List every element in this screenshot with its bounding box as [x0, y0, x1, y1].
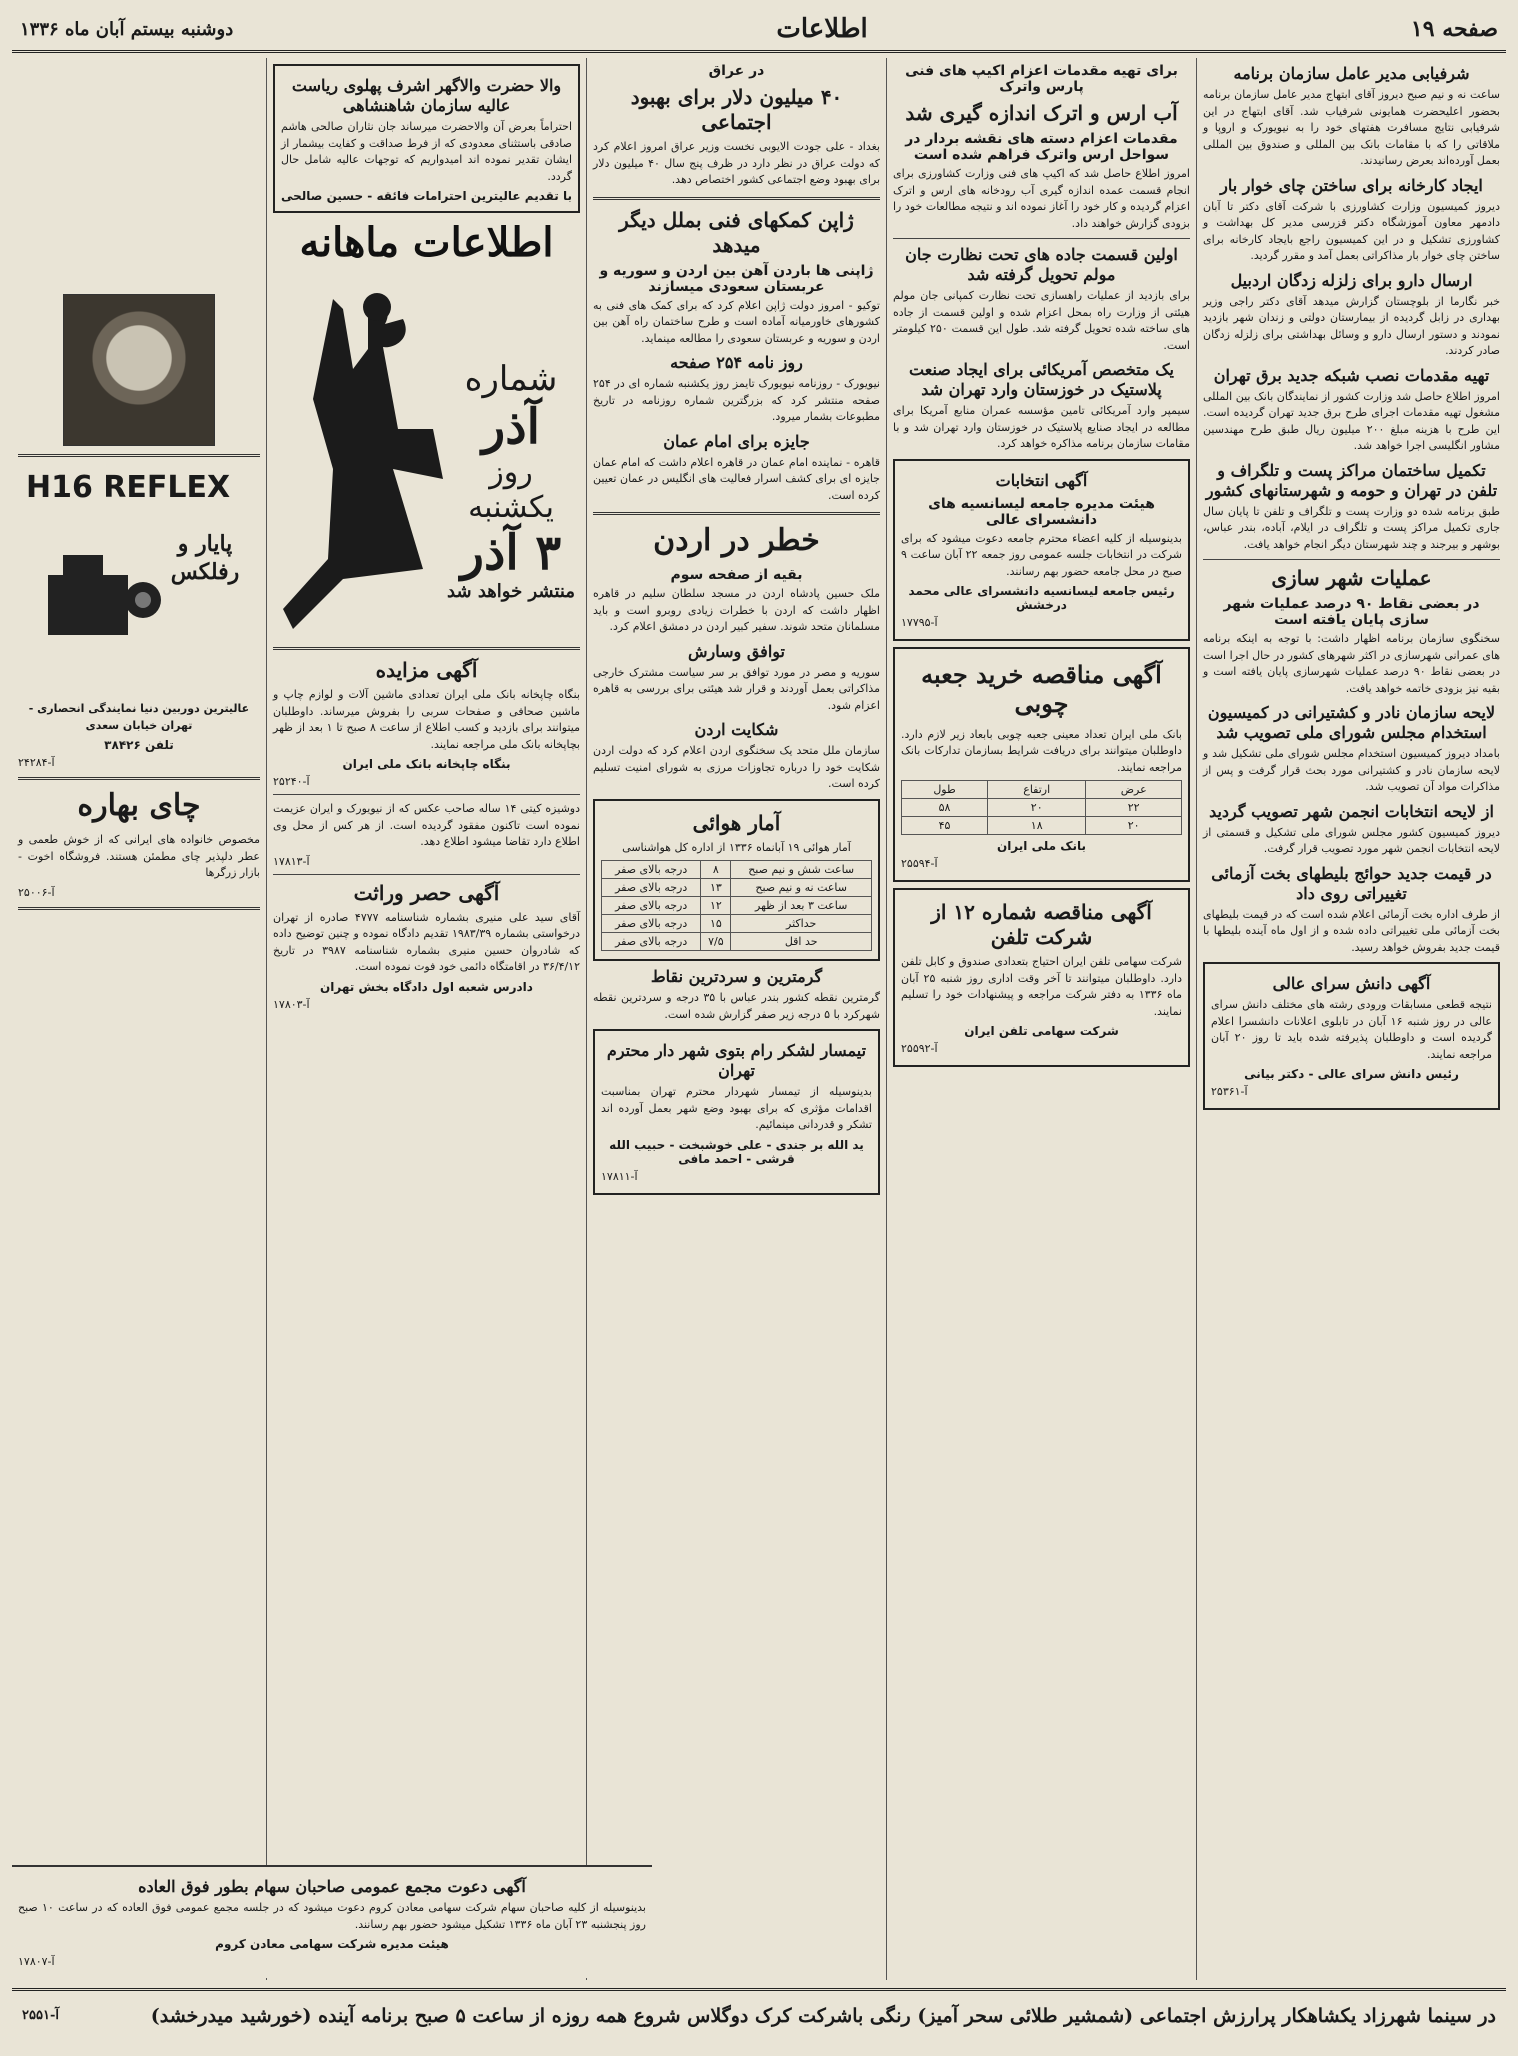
headline: لایحه سازمان نادر و کشتیرانی در کمیسیون استخدام مجلس شورای ملی تصویب شد	[1207, 703, 1496, 742]
table-cell: ۴۵	[902, 817, 988, 835]
table-cell: ۱۸	[988, 817, 1086, 835]
table-cell: درجه بالای صفر	[602, 897, 701, 915]
auction-body: بنگاه چاپخانه بانک ملی ایران تعدادی ماشین آلات و لوازم چاپ و ماشین صحافی و صفحات سربی را بفروش میرساند. داوطلبان میتوانند برای بازدید و کسب اطلاع از ساعت ۸ صبح تا ۱ بعد از ظهر بچاپخانه بانک ملی مراجعه نمایند.	[273, 688, 580, 751]
table-cell: ۱۳	[701, 879, 731, 897]
magazine-ad-text	[446, 359, 576, 602]
table-cell: ۲۰	[988, 799, 1086, 817]
column-1	[1196, 58, 1506, 1980]
table-cell: ساعت شش و نیم صبح	[731, 861, 872, 879]
auction-ref: آ-۲۵۲۴۰	[273, 775, 310, 788]
tender-box	[893, 888, 1190, 1067]
camera-ad	[18, 465, 260, 695]
article-body: سازمان ملل متحد یک سخنگوی اردن اعلام کرد که دولت اردن شکایت خود را درباره تجاوزات مرزی به شورای امنیت تسلیم کرده است.	[593, 744, 880, 790]
table-row	[902, 799, 1182, 817]
notice-title: آگهی دعوت مجمع عمومی صاحبان سهام بطور فوق العاده	[138, 1877, 526, 1896]
article-body: امروز اطلاع حاصل شد که اکیپ های فنی وزارت کشاورزی برای انجام قسمت عمده اندازه گیری آب رودخانه های ارس و اترک اعزام گردیده و کار خود را آغاز نموده اند و نتیجه مطالعات خود را بزودی گزارش خواهند داد.	[893, 167, 1190, 230]
inheritance-title: آگهی حصر وراثت	[353, 880, 500, 905]
table-cell: حد اقل	[731, 933, 872, 951]
tea-ad-ref: آ-۲۵۰۰۶	[18, 885, 55, 899]
tea-ad-title: چای بهاره	[77, 788, 201, 823]
page-number: صفحه ۱۹	[1410, 16, 1498, 42]
article-body: برای بازدید از عملیات راهسازی تحت نظارت کمپانی جان مولم هیئتی از وزارت راه بمحل اعزام شده و اولین قسمت از جاده های ساخته شده تحویل گرفته شد. طول این قسمت ۲۵۰ کیلومتر است.	[893, 289, 1190, 352]
table-row	[902, 817, 1182, 835]
silhouette-illustration	[273, 279, 463, 639]
headline: شرفیابی مدیر عامل سازمان برنامه	[1233, 64, 1470, 83]
notice-box	[273, 64, 580, 213]
notice-box	[593, 1029, 880, 1195]
table-cell: درجه بالای صفر	[602, 933, 701, 951]
notice-body: بدینوسیله از کلیه اعضاء محترم جامعه دعوت میشود که برای شرکت در انتخابات جلسه عمومی روز جمعه ۲۲ آبان ساعت ۹ صبح در محل جامعه حضور بهم رسانند.	[901, 531, 1182, 578]
table-cell: درجه بالای صفر	[602, 879, 701, 897]
camera-icon	[38, 545, 168, 655]
table-cell: حداکثر	[731, 915, 872, 933]
column-5	[12, 58, 266, 1980]
tender-body: شرکت سهامی تلفن ایران احتیاج بتعدادی صندوق و کابل تلفن دارد. داوطلبان میتوانند تا آخر وقت اداری روز شنبه ۲۵ آبان ماه ۱۳۳۶ به دفتر شرکت مراجعه و پیشنهادات خود را تسلیم نمایند.	[901, 955, 1182, 1018]
tea-ad-body: مخصوص خانواده های ایرانی که از خوش طعمی و عطر دلپذیر چای مطمئن هستند. فروشگاه اخوت - بازار زرگرها	[18, 833, 260, 879]
article-body: ملک حسین پادشاه اردن در مسجد سلطان سلیم در قاهره اظهار داشت که اردن با خطرات زیادی روبرو است و باید مسلمانان متحد شوند. سفیر کبیر اردن در دمشق اعلام کرد.	[593, 587, 880, 633]
notice-body: بدینوسیله از کلیه صاحبان سهام شرکت سهامی معادن کروم دعوت میشود که در جلسه مجمع عمومی فوق العاده که در ساعت ۱۰ صبح روز پنجشنبه ۲۳ آبان ماه ۱۳۳۶ تشکیل میشود حضور بهم رسانند.	[18, 1901, 646, 1931]
auction-signature: بنگاه چاپخانه بانک ملی ایران	[342, 757, 511, 771]
table-header: عرض	[1086, 781, 1182, 799]
table-cell: ۱۲	[701, 897, 731, 915]
tender-signature: شرکت سهامی تلفن ایران	[964, 1024, 1119, 1039]
subheadline: بقیه از صفحه سوم	[670, 567, 803, 583]
table-header: طول	[902, 781, 988, 799]
tender-title: آگهی مناقصه خرید جعبه چوبی	[921, 660, 1162, 718]
article-body: گرمترین نقطه کشور بندر عباس با ۳۵ درجه و سردترین نقطه شهرکرد با ۵ درجه زیر صفر گزارش شده است.	[593, 991, 880, 1021]
newspaper-page	[12, 8, 1506, 2040]
article-body: سخنگوی سازمان برنامه اظهار داشت: با توجه به اینکه برنامه های عمرانی شهرسازی در اکثر شهرهای کشور در حال اجرا است در بعضی نقاط ۹۰ درصد عملیات شهرسازی پایان یافته است و بقیه نیز بزودی خاتمه خواهد یافت.	[1203, 632, 1500, 695]
camera-brand: H16 REFLEX	[26, 470, 231, 505]
table-cell: ۱۵	[701, 915, 731, 933]
notice-title: والا حضرت والاگهر اشرف پهلوی ریاست عالیه سازمان شاهنشاهی	[291, 76, 562, 115]
column-4	[266, 58, 586, 1980]
subheadline: مقدمات اعزام دسته های نقشه بردار در سواحل ارس واترک فراهم شده است	[905, 131, 1178, 163]
tender-box	[893, 647, 1190, 882]
table-header-row	[902, 781, 1182, 799]
weather-table	[601, 860, 872, 951]
notice-subtitle: هیئت مدیره جامعه لیسانسیه های دانشسرای عالی	[928, 495, 1155, 528]
ad-line: شماره	[464, 359, 558, 399]
notice-body: نتیجه قطعی مسابقات ورودی رشته های مختلف دانش سرای عالی در روز شنبه ۱۶ آبان در تابلوی اعلانات دانشسرا اعلام گردیده است و داوطلبان پذیرفته شده باید تا روز ۲۰ آبان مراجعه نمایند.	[1211, 998, 1492, 1061]
article-body: امروز اطلاع حاصل شد وزارت کشور از نمایندگان بانک بین المللی مشغول تهیه مقدمات اجرای طرح برق جدید تهران گردیده است. این طرح با هزینه مبلغ ۲۰۰ میلیون ریال طبق طرح مهندسین مشاور انگلیسی اجرا خواهد شد.	[1202, 389, 1500, 452]
article-body: خبر نگارما از بلوچستان گزارش میدهد آقای دکتر راجی وزیر بهداری در زابل گردیده از بیمارستان دولتی و زندان شهر بازدید نمودند و دستور ارسال دارو و وسائل بهداشتی برای زلزله زدگان صادر کردند.	[1203, 294, 1500, 357]
tender-signature: بانک ملی ایران	[996, 839, 1087, 854]
notice-body: احتراماً بعرض آن والاحضرت میرساند جان نثاران صالحی هاشم صادقی باستثنای معدودی که از فرط صداقت و کفایت بیشمار از ایشان تقدیر نموده اند امیدواریم که توجهات عالیه شامل حال گردد.	[281, 120, 572, 183]
notice-signature: رئیس دانش سرای عالی - دکتر بیانی	[1244, 1067, 1459, 1081]
headline: از لایحه انتخابات انجمن شهر تصویب گردید	[1209, 801, 1494, 821]
table-cell: ۷/۵	[701, 933, 731, 951]
weather-box	[593, 799, 880, 962]
table-row	[602, 915, 872, 933]
headline-large: ۴۰ میلیون دلار برای بهبود اجتماعی	[630, 85, 843, 134]
ad-line: روز یکشنبه	[468, 455, 554, 525]
notice-box	[1203, 962, 1500, 1110]
headline: در قیمت جدید حوائج بلیطهای بخت آزمائی تغییراتی روی داد	[1211, 863, 1492, 903]
notice-title: تیمسار لشکر رام بتوی شهر دار محترم تهران	[606, 1041, 867, 1080]
table-header: ارتفاع	[988, 781, 1086, 799]
tender-ref: آ-۲۵۵۹۲	[901, 1042, 938, 1056]
headline-large: خطر در اردن	[653, 523, 820, 558]
notice-title: آگهی انتخابات	[995, 470, 1088, 490]
auction-title: آگهی مزایده	[375, 658, 478, 682]
cinema-banner	[12, 1988, 1506, 2040]
notice-ref: آ-۲۵۳۶۱	[1211, 1085, 1248, 1098]
headline: روز نامه ۲۵۴ صفحه	[670, 353, 803, 372]
article-body: قاهره - نماینده امام عمان در قاهره اعلام داشت که امام عمان جایزه ای برای کشف اسرار فعالیت های انگلیس در عمان تعیین کرده است.	[593, 455, 880, 502]
camera-tagline: پایار و رفلکس	[170, 531, 240, 585]
headline: شکایت اردن	[694, 720, 779, 739]
notice-body: بدینوسیله از تیمسار شهردار محترم تهران بمناسبت اقدامات مؤثری که برای بهبود وضع شهر بعمل آورده اند تشکر و قدردانی مینمائیم.	[601, 1085, 872, 1131]
table-cell: درجه بالای صفر	[602, 915, 701, 933]
magazine-ad-title: اطلاعات ماهانه	[299, 219, 554, 266]
tender-body: بانک ملی ایران تعداد معینی جعبه چوبی بابعاد زیر لازم دارد. داوطلبان میتوانند برای دریافت شرایط بسازمان تدارکات بانک مراجعه نمایند.	[901, 727, 1182, 774]
article-body: نیویورک - روزنامه نیویورک تایمز روز یکشنبه شماره ای در ۲۵۴ صفحه منتشر کرد که بزرگترین شماره روزنامه در تاریخ مطبوعات بشمار میرود.	[593, 377, 880, 423]
missing-person-caption: دوشیزه کیتی ۱۴ ساله صاحب عکس که از نیویورک و ایران عزیمت نموده است تاکنون مفقود گردیده است. از هر کس از محل وی اطلاع دارد تقاضا میشود اطلاع دهد.	[273, 802, 580, 848]
ad-line: آذر	[482, 399, 540, 455]
article-body: طبق برنامه شده دو وزارت پست و تلگراف و تلفن تا پایان سال جاری تکمیل مراکز پست و تلگراف در ایلام، آباده، بندر عباس، بوشهر و بیرجند و چند شهرستان دیگر انجام خواهد یافت.	[1203, 504, 1500, 551]
missing-person-ref: آ-۱۷۸۱۳	[273, 854, 310, 868]
headline: ایجاد کارخانه برای ساختن چای خوار بار	[1220, 175, 1483, 195]
table-cell: ساعت ۳ بعد از ظهر	[731, 897, 872, 915]
table-cell: ۲۲	[1086, 799, 1182, 817]
column-3	[586, 58, 886, 1980]
notice-signature: ید الله بر جندی - علی خوشبخت - حبیب الله قرشی - احمد مافی	[609, 1137, 864, 1166]
article-body: سوریه و مصر در مورد توافق بر سر سیاست مشترک خارجی مذاکراتی بعمل آوردند و قرار شد هیئتی برای بررسی به قاهره اعزام شود.	[593, 665, 880, 712]
article-body: توکیو - امروز دولت ژاپن اعلام کرد که برای کمک های فنی به کشورهای خاورمیانه آماده است و طرح ساختمان راه آهن بین اردن و سوریه و عربستان سعودی را مطالعه مینماید.	[593, 298, 880, 345]
cinema-banner-text: در سینما شهرزاد یکشاهکار پرارزش اجتماعی (شمشیر طلائی سحر آمیز) رنگی باشرکت کرک دوگلاس شروع همه روزه از ساعت ۵ صبح برنامه آینده (خورشید میدرخشد)	[150, 2004, 1496, 2027]
table-cell: ساعت نه و نیم صبح	[731, 879, 872, 897]
camera-ad-phone: تلفن ۳۸۴۲۶	[104, 738, 174, 752]
table-row	[602, 879, 872, 897]
headline: تهیه مقدمات نصب شبکه جدید برق تهران	[1213, 365, 1490, 385]
table-cell: ۵۸	[902, 799, 988, 817]
weather-intro: آمار هوائی ۱۹ آبانماه ۱۳۳۶ از اداره کل هواشناسی	[622, 840, 851, 854]
subheadline: ژاپنی ها باردن آهن بین اردن و سوریه و عربستان سعودی میسازند	[599, 262, 874, 295]
article-body: از طرف اداره بخت آزمائی اعلام شده است که در قیمت بلیطهای بخت آزمائی ملی تغییراتی داده شده و از اول ماه آینده بلیطها با قیمت جدید بفروش خواهد رسید.	[1203, 907, 1500, 954]
article-body: بامداد دیروز کمیسیون استخدام مجلس شورای ملی تشکیل شد و لایحه سازمان نادر و کشتیرانی مورد بحث قرار گرفت و پس از مذاکرات مواد آن تصویب شد.	[1203, 747, 1500, 793]
weather-title: آمار هوائی	[692, 810, 781, 835]
tender-ref: آ-۲۵۵۹۴	[901, 857, 938, 871]
headline-large: ژاپن کمکهای فنی بملل دیگر میدهد	[619, 207, 854, 257]
inheritance-body: آقای سید علی منیری بشماره شناسنامه ۴۷۷۷ صادره از تهران درخواستی بشماره ۱۹۸۳/۳۹ تقدیم دادگاه نموده و چنین توضیح داده که شادروان حسین منیری بشماره شناسنامه ۳۹۸۷ در تاریخ ۳۶/۴/۱۲ در اقامتگاه دائمی خود فوت نموده است.	[273, 910, 581, 973]
headline-large: عملیات شهر سازی	[1271, 566, 1432, 590]
article-body: بغداد - علی جودت الایوبی نخست وزیر عراق امروز اعلام کرد که دولت عراق در نظر دارد در ظرف پنج سال ۴۰ میلیون دلار برای بهبود وضع اجتماعی کشور اختصاص دهد.	[593, 140, 880, 186]
column-2	[886, 58, 1196, 1980]
shareholders-notice	[12, 1865, 652, 1978]
ad-line: ۳ آذر	[460, 525, 562, 581]
tender-title: آگهی مناقصه شماره ۱۲ از شرکت تلفن	[931, 900, 1152, 950]
issue-date: دوشنبه بیستم آبان ماه ۱۳۳۶	[20, 18, 234, 40]
table-cell: درجه بالای صفر	[602, 861, 701, 879]
magazine-ad	[273, 219, 580, 639]
table-cell: ۲۰	[1086, 817, 1182, 835]
headline: تکمیل ساختمان مراکز پست و تلگراف و تلفن در تهران و حومه و شهرستانهای کشور	[1205, 460, 1498, 500]
camera-ad-ref: آ-۲۴۲۸۴	[18, 756, 55, 769]
headline-large: آب ارس و اترک اندازه گیری شد	[905, 101, 1178, 125]
article-body: دیروز کمیسیون وزارت کشاورزی با شرکت آقای دکتر تا آبان دادمهر معاون آموزشگاه دکتر قزرسی مدیر کل بهداشت و کشاورزی تشکیل و در این کمیسیون راجع بایجاد کارخانه برای ساختن چای خوار بار مذاکراتی بعمل آمد و مقرر گردید.	[1203, 199, 1500, 262]
notice-ref: آ-۱۷۸۱۱	[601, 1169, 638, 1183]
headline: یک متخصص آمریکائی برای ایجاد صنعت پلاستیک در خوزستان وارد تهران شد	[909, 360, 1174, 399]
notice-title: آگهی دانش سرای عالی	[1272, 974, 1431, 993]
headline: گرمترین و سردترین نقاط	[650, 967, 823, 986]
inheritance-ref: آ-۱۷۸۰۳	[273, 997, 310, 1011]
missing-girl-photo	[63, 294, 215, 446]
article-body: ساعت نه و نیم صبح دیروز آقای ابتهاج مدیر عامل سازمان برنامه بحضور اعلیحضرت همایونی شرفیاب شد. آقای ابتهاج در این شرفیابی نتایج مسافرت هفتهای خود را به نیویورک و اروپا و ملاقاتی را که با مقامات بانک بین المللی و صندوق بین المللی بعمل آورده‌اند بعرض رسانیدند.	[1203, 88, 1500, 167]
headline: جایزه برای امام عمان	[663, 431, 810, 451]
table-row	[602, 897, 872, 915]
cinema-banner-ref: آ-۲۵۵۱	[22, 2008, 59, 2023]
notice-signature: با تقدیم عالیترین احترامات فائقه - حسین صالحی	[281, 189, 572, 203]
camera-ad-body: عالیترین دوربین دنیا نمایندگی انحصاری - تهران خیابان سعدی	[28, 702, 250, 732]
article-body: دیروز کمیسیون کشور مجلس شورای ملی تشکیل و قسمتی از لایحه انتخابات انجمن شهر مورد تصویب قرار گرفت.	[1203, 825, 1500, 855]
table-row	[602, 933, 872, 951]
table-row	[602, 861, 872, 879]
headline: توافق وسارش	[688, 641, 785, 661]
box-size-table	[901, 780, 1182, 835]
headline: اولین قسمت جاده های تحت نظارت جان مولم تحویل گرفته شد	[905, 245, 1178, 284]
notice-box	[893, 459, 1190, 642]
masthead	[12, 8, 1506, 53]
notice-signature: رئیس جامعه لیسانسیه دانشسرای عالی محمد درخشش	[908, 584, 1175, 612]
headline: ارسال دارو برای زلزله زدگان اردبیل	[1230, 270, 1473, 290]
inheritance-signature: دادرس شعبه اول دادگاه بخش تهران	[320, 979, 533, 994]
notice-ref: آ-۱۷۸۰۷	[18, 1955, 55, 1968]
newspaper-title: اطلاعات	[776, 14, 868, 44]
subheadline: در بعضی نقاط ۹۰ درصد عملیات شهر سازی پایان یافته است	[1223, 596, 1480, 628]
notice-signature: هیئت مدیره شرکت سهامی معادن کروم	[215, 1937, 449, 1951]
kicker: برای تهیه مقدمات اعزام اکیپ های فنی پارس واترک	[905, 63, 1178, 95]
article-body: سیمپر وارد آمریکائی تامین مؤسسه عمران منابع آمریکا برای مطالعه در ایجاد صنایع پلاستیک در خوزستان وارد تهران شد و با مقامات سازمان برنامه مذاکره خواهد کرد.	[893, 404, 1190, 450]
table-cell: ۸	[701, 861, 731, 879]
ad-line: منتشر خواهد شد	[447, 581, 575, 602]
notice-ref: آ-۱۷۷۹۵	[901, 616, 938, 629]
kicker: در عراق	[708, 63, 765, 79]
